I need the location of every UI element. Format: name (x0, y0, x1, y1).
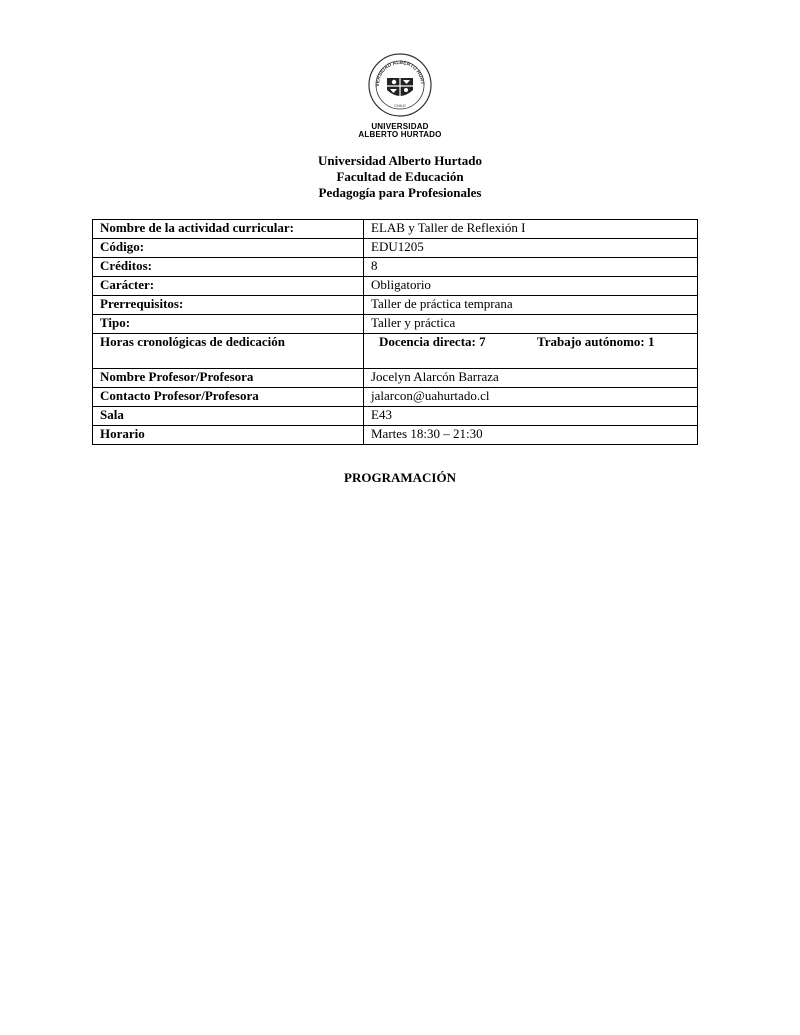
course-info-table (92, 219, 698, 445)
row-value: ELAB y Taller de Reflexión I (364, 220, 698, 239)
row-value: Jocelyn Alarcón Barraza (364, 369, 698, 388)
table-row (93, 315, 698, 334)
row-value: Taller de práctica temprana (364, 296, 698, 315)
row-label: Nombre Profesor/Profesora (93, 369, 364, 388)
row-value: E43 (364, 407, 698, 426)
document-heading (0, 153, 800, 201)
faculty-name: Facultad de Educación (336, 169, 464, 184)
table-row (93, 220, 698, 239)
logo-line-2: ALBERTO HURTADO (358, 130, 442, 139)
row-value: Obligatorio (364, 277, 698, 296)
logo-text (352, 123, 448, 139)
table-row (93, 334, 698, 369)
row-label: Sala (93, 407, 364, 426)
row-label: Prerrequisitos: (93, 296, 364, 315)
row-value: 8 (364, 258, 698, 277)
logo-line-1: UNIVERSIDAD (371, 122, 429, 131)
direct-teaching-hours: Docencia directa: 7 (379, 334, 486, 349)
row-value: Martes 18:30 – 21:30 (364, 426, 698, 445)
table-row (93, 407, 698, 426)
section-title: PROGRAMACIÓN (344, 470, 456, 485)
row-label: Horas cronológicas de dedicación (93, 334, 364, 369)
table-row (93, 369, 698, 388)
table-row (93, 258, 698, 277)
svg-text:UNIVERSIDAD ALBERTO HURTADO: VERSIDAD ALBERTO HURT (374, 59, 426, 87)
row-value: EDU1205 (364, 239, 698, 258)
row-value: Taller y práctica (364, 315, 698, 334)
table-row (93, 296, 698, 315)
table-row (93, 239, 698, 258)
row-value (364, 334, 698, 369)
row-label: Código: (93, 239, 364, 258)
row-label: Carácter: (93, 277, 364, 296)
row-label: Tipo: (93, 315, 364, 334)
table-row (93, 426, 698, 445)
university-name: Universidad Alberto Hurtado (318, 153, 482, 168)
row-value: jalarcon@uahurtado.cl (364, 388, 698, 407)
program-name: Pedagogía para Profesionales (318, 185, 482, 200)
row-label: Créditos: (93, 258, 364, 277)
svg-text:CHILE: CHILE (394, 103, 406, 108)
autonomous-work-hours: Trabajo autónomo: 1 (537, 334, 655, 349)
table-row (93, 388, 698, 407)
row-label: Horario (93, 426, 364, 445)
table-row (93, 277, 698, 296)
university-seal-icon (367, 52, 433, 118)
university-logo (352, 52, 448, 144)
row-label: Contacto Profesor/Profesora (93, 388, 364, 407)
row-label: Nombre de la actividad curricular: (93, 220, 364, 239)
